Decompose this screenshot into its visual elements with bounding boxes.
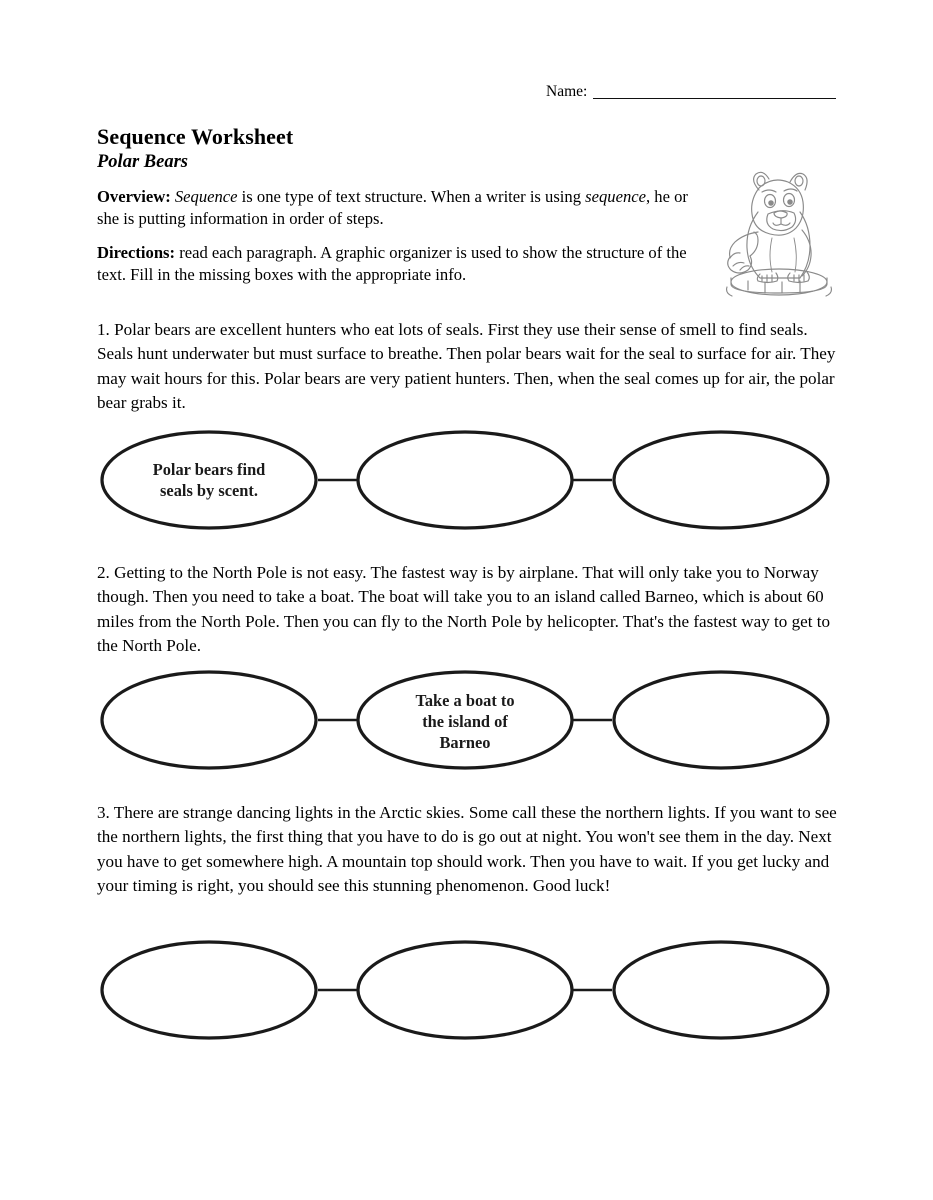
graphic-organizer-1 [100, 430, 830, 530]
directions-label: Directions: [97, 243, 176, 262]
organizer-oval-2-2-text: Take a boat to [415, 691, 515, 710]
directions-block [97, 242, 697, 286]
organizer-oval-2-1[interactable] [102, 672, 316, 768]
organizer-oval-1-1-text-line2: seals by scent. [160, 481, 258, 500]
page-subtitle: Polar Bears [97, 152, 188, 172]
organizer-oval-3-1[interactable] [102, 942, 316, 1038]
organizer-oval-3-3[interactable] [614, 942, 828, 1038]
name-input-line[interactable] [593, 97, 836, 99]
paragraph-2: 2. Getting to the North Pole is not easy. The fastest way is by airplane. That will only take you to Norway though. Then you need to take a boat. The boat will take you to an island called Barneo, which is about 60 miles from the North Pole. Then you can fly to the North Pole by helicopter. That's the fastest way to get to the North Pole. [97, 563, 831, 655]
page-title: Sequence Worksheet [97, 124, 294, 149]
organizer-oval-2-2-text-line2: the island of [422, 712, 508, 731]
directions-text: read each paragraph. A graphic organizer is used to show the structure of the text. Fill in the missing boxes with the appropriate info. [97, 243, 687, 285]
overview-block [97, 186, 697, 230]
name-field-row [546, 84, 836, 100]
paragraph-3: 3. There are strange dancing lights in the Arctic skies. Some call these the northern lights. If you want to see the northern lights, the first thing that you have to do is go out at night. You won't see them in the day. Next you have to get somewhere high. A mountain top should work. Then you have to wait. If you get lucky and your timing is right, you should see this stunning phenomenon. Good luck! [97, 803, 837, 895]
organizer-oval-2-2-text-line3: Barneo [439, 733, 491, 752]
organizer-oval-1-2[interactable] [358, 432, 572, 528]
overview-term-second: sequence [585, 187, 646, 206]
overview-term-first: Sequence [174, 187, 238, 206]
graphic-organizer-2 [100, 670, 830, 770]
organizer-oval-1-3[interactable] [614, 432, 828, 528]
paragraph-1: 1. Polar bears are excellent hunters who eat lots of seals. First they use their sense of smell to find seals. Seals hunt underwater but must surface to breathe. Then polar bears wait for the seal to surface for air. They may wait hours for this. Polar bears are very patient hunters. Then, when the seal comes up for air, the polar bear grabs it. [97, 320, 836, 412]
graphic-organizer-3 [100, 940, 830, 1040]
overview-text-first: is one type of text structure. When a writer is using [237, 187, 586, 206]
organizer-oval-2-3[interactable] [614, 672, 828, 768]
polar-bear-icon [716, 160, 842, 300]
organizer-oval-1-1[interactable] [102, 432, 316, 528]
overview-label: Overview: [97, 187, 171, 206]
overview-text-second: , he or she is putting information in order of steps. [97, 187, 688, 229]
name-label: Name: [546, 83, 588, 100]
organizer-oval-1-1-text: Polar bears find [152, 460, 266, 479]
organizer-oval-3-2[interactable] [358, 942, 572, 1038]
